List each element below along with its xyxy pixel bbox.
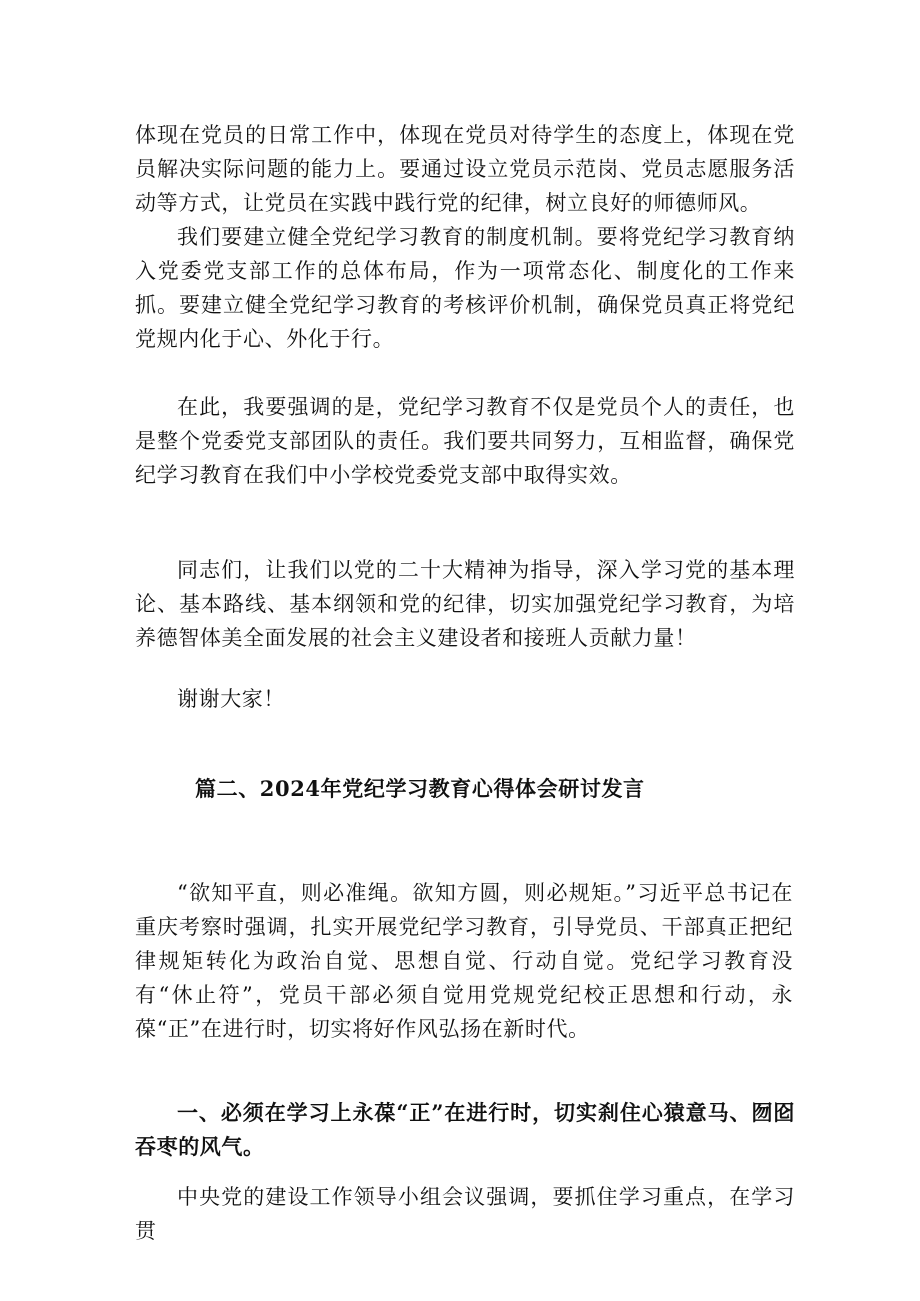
paragraph-comrades: 同志们，让我们以党的二十大精神为指导，深入学习党的基本理论、基本路线、基本纲领和党的纪律，切实加强党纪学习教育，为培养德智体美全面发展的社会主义建设者和接班人贡献力量！: [135, 558, 795, 650]
paragraph-responsibility: 在此，我要强调的是，党纪学习教育不仅是党员个人的责任，也是整个党委党支部团队的责任。我们要共同努力，互相监督，确保党纪学习教育在我们中小学校党委党支部中取得实效。: [135, 395, 795, 487]
paragraph-central-meeting: 中央党的建设工作领导小组会议强调，要抓住学习重点，在学习贯: [135, 1185, 795, 1243]
paragraph-continued: 体现在党员的日常工作中，体现在党员对待学生的态度上，体现在党员解决实际问题的能力上。要通过设立党员示范岗、党员志愿服务活动等方式，让党员在实践中践行党的纪律，树立良好的师德师风。: [135, 123, 795, 215]
subheading-study: 一、必须在学习上永葆“正”在进行时，切实刹住心猿意马、囫囵吞枣的风气。: [135, 1100, 795, 1159]
paragraph-quote-intro: “欲知平直，则必准绳。欲知方圆，则必规矩。”习近平总书记在重庆考察时强调，扎实开展党纪学习教育，引导党员、干部真正把纪律规矩转化为政治自觉、思想自觉、行动自觉。党纪学习教育没有“休止符”，党员干部必须自觉用党规党纪校正思想和行动，永葆“正”在进行时，切实将好作风弘扬在新时代。: [135, 881, 793, 1041]
paragraph-system-mechanism: 我们要建立健全党纪学习教育的制度机制。要将党纪学习教育纳入党委党支部工作的总体布局，作为一项常态化、制度化的工作来抓。要建立健全党纪学习教育的考核评价机制，确保党员真正将党纪党规内化于心、外化于行。: [135, 225, 795, 351]
section-title: 篇二、2024年党纪学习教育心得体会研讨发言: [195, 776, 645, 801]
paragraph-thanks: 谢谢大家！: [177, 687, 285, 711]
